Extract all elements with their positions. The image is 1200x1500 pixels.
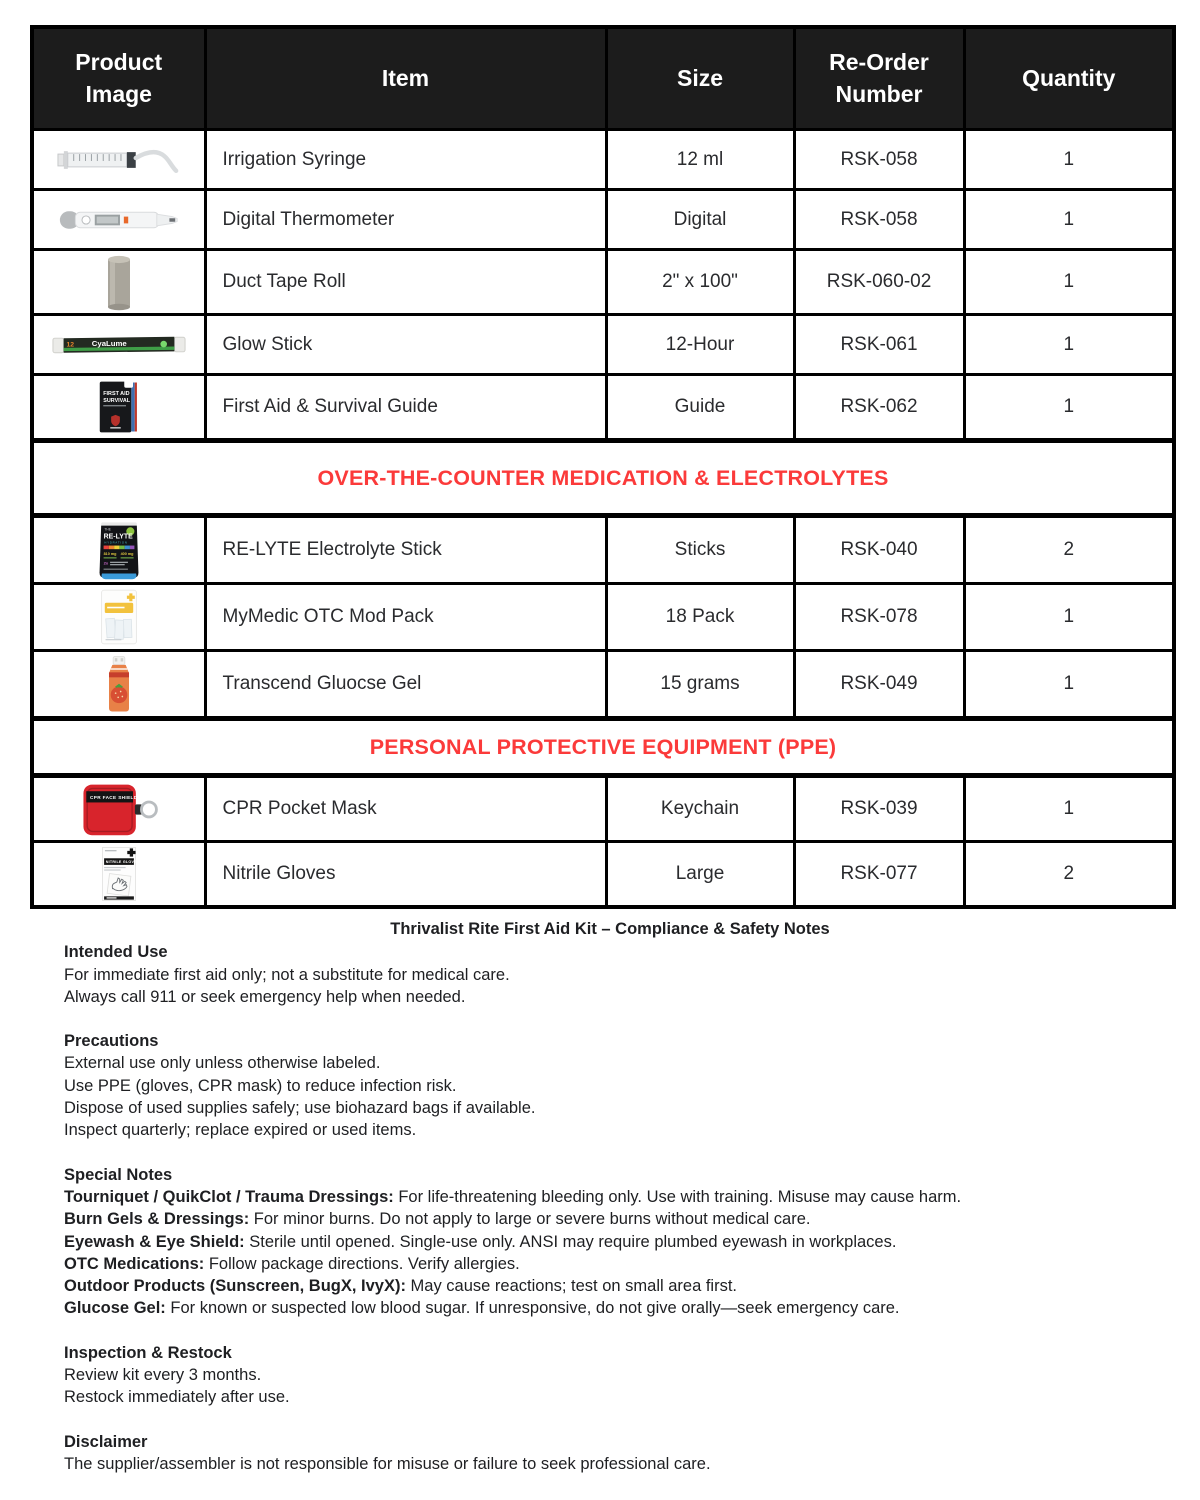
- item-name: Transcend Gluocse Gel: [205, 651, 606, 719]
- table-row: [32, 250, 1174, 315]
- item-name: Digital Thermometer: [205, 190, 606, 250]
- table-row: [32, 375, 1174, 441]
- note-heading-disclaimer: Disclaimer: [64, 1432, 148, 1451]
- duct-tape-roll-image: [99, 273, 139, 290]
- item-name: MyMedic OTC Mod Pack: [205, 584, 606, 651]
- item-size: 2" x 100": [606, 250, 794, 315]
- item-reorder: RSK-039: [794, 776, 964, 842]
- svg-text:CPR FACE SHIELD: CPR FACE SHIELD: [89, 795, 138, 801]
- section-header-otc: OVER-THE-COUNTER MEDICATION & ELECTROLYTES: [32, 441, 1174, 516]
- header-product-image: Product Image: [32, 27, 205, 130]
- note-line: Always call 911 or seek emergency help when needed.: [64, 987, 466, 1006]
- note-line: The supplier/assembler is not responsible for misuse or failure to seek professional care.: [64, 1454, 711, 1473]
- table-row: [32, 584, 1174, 651]
- svg-text:RE-LYTE: RE-LYTE: [103, 533, 133, 541]
- item-size: Guide: [606, 375, 794, 441]
- item-qty: 1: [964, 190, 1174, 250]
- svg-text:810 mg: 810 mg: [103, 551, 117, 556]
- note-heading-special-notes: Special Notes: [64, 1165, 173, 1184]
- notes-title: Thrivalist Rite First Aid Kit – Compliance & Safety Notes: [390, 920, 830, 938]
- item-reorder: RSK-077: [794, 842, 964, 908]
- note-line: Glucose Gel: For known or suspected low blood sugar. If unresponsive, do not give orally—seek emergency care.: [64, 1299, 900, 1318]
- note-line: Eyewash & Eye Shield: Sterile until opened. Single-use only. ANSI may require plumbed eyewash in workplaces.: [64, 1232, 897, 1251]
- item-reorder: RSK-049: [794, 651, 964, 719]
- item-qty: 1: [964, 651, 1174, 719]
- svg-text:CyaLume: CyaLume: [91, 338, 127, 348]
- section-row-ppe: [32, 719, 1174, 776]
- item-qty: 2: [964, 516, 1174, 584]
- item-name: CPR Pocket Mask: [205, 776, 606, 842]
- note-line: Outdoor Products (Sunscreen, BugX, IvyX): May cause reactions; test on small area first.: [64, 1277, 738, 1296]
- item-qty: 1: [964, 776, 1174, 842]
- table-header-row: [32, 27, 1174, 130]
- item-qty: 1: [964, 130, 1174, 190]
- item-reorder: RSK-040: [794, 516, 964, 584]
- note-heading-precautions: Precautions: [64, 1032, 159, 1051]
- note-line: Dispose of used supplies safely; use biohazard bags if available.: [64, 1099, 536, 1118]
- header-item: Item: [205, 27, 606, 130]
- item-size: Keychain: [606, 776, 794, 842]
- note-heading-inspection-restock: Inspection & Restock: [64, 1343, 232, 1362]
- header-size: Size: [606, 27, 794, 130]
- svg-text:HYDRATION: HYDRATION: [104, 541, 128, 545]
- table-row: [32, 190, 1174, 250]
- table-row: [32, 651, 1174, 719]
- relyte-electrolyte-stick-image: [95, 527, 143, 566]
- item-qty: 1: [964, 250, 1174, 315]
- svg-text:400 mg: 400 mg: [120, 551, 134, 556]
- table-row: [32, 842, 1174, 908]
- nitrile-gloves-image: [95, 860, 143, 882]
- item-size: 18 Pack: [606, 584, 794, 651]
- item-size: Digital: [606, 190, 794, 250]
- item-qty: 1: [964, 584, 1174, 651]
- header-reorder-number: Re-Order Number: [794, 27, 964, 130]
- item-name: Glow Stick: [205, 315, 606, 375]
- item-reorder: RSK-058: [794, 130, 964, 190]
- item-name: Duct Tape Roll: [205, 250, 606, 315]
- section-row-otc: [32, 441, 1174, 516]
- svg-text:12: 12: [66, 340, 74, 348]
- note-line: External use only unless otherwise labeled.: [64, 1054, 381, 1073]
- glow-stick-image: [51, 336, 187, 353]
- item-reorder: RSK-058: [794, 190, 964, 250]
- note-heading-intended-use: Intended Use: [64, 943, 168, 962]
- note-line: Use PPE (gloves, CPR mask) to reduce infection risk.: [64, 1076, 457, 1095]
- item-size: 12-Hour: [606, 315, 794, 375]
- svg-text:NITRILE GLOVES: NITRILE GLOVES: [105, 860, 140, 865]
- item-name: Nitrile Gloves: [205, 842, 606, 908]
- table-row: [32, 315, 1174, 375]
- svg-text:2x: 2x: [103, 560, 108, 566]
- item-name: Irrigation Syringe: [205, 130, 606, 190]
- table-row: [32, 130, 1174, 190]
- cpr-pocket-mask-image: [78, 795, 160, 817]
- note-line: Tourniquet / QuikClot / Trauma Dressings: For life-threatening bleeding only. Use with training. Misuse may cause harm.: [64, 1187, 962, 1206]
- item-qty: 1: [964, 375, 1174, 441]
- mymedic-otc-mod-pack-image: [94, 608, 144, 625]
- item-size: 12 ml: [606, 130, 794, 190]
- note-line: Review kit every 3 months.: [64, 1366, 262, 1385]
- transcend-glucose-gel-image: [102, 675, 136, 692]
- item-reorder: RSK-062: [794, 375, 964, 441]
- note-line: Restock immediately after use.: [64, 1388, 290, 1407]
- notes-section-intended-use: [64, 941, 1156, 1008]
- svg-text:SURVIVAL: SURVIVAL: [103, 397, 130, 404]
- irrigation-syringe-image: [55, 151, 183, 168]
- digital-thermometer-image: [56, 211, 182, 228]
- item-reorder: RSK-061: [794, 315, 964, 375]
- item-qty: 1: [964, 315, 1174, 375]
- note-line: Inspect quarterly; replace expired or used items.: [64, 1121, 417, 1140]
- table-row: [32, 516, 1174, 584]
- item-name: First Aid & Survival Guide: [205, 375, 606, 441]
- svg-text:FIRST AID: FIRST AID: [103, 390, 130, 397]
- item-size: Sticks: [606, 516, 794, 584]
- note-line: For immediate first aid only; not a substitute for medical care.: [64, 965, 510, 984]
- item-reorder: RSK-060-02: [794, 250, 964, 315]
- first-aid-survival-guide-image: [91, 390, 147, 415]
- section-header-ppe: PERSONAL PROTECTIVE EQUIPMENT (PPE): [32, 719, 1174, 776]
- first-aid-kit-table: [30, 25, 1176, 909]
- item-name: RE-LYTE Electrolyte Stick: [205, 516, 606, 584]
- notes-section-precautions: [64, 1030, 1156, 1141]
- item-reorder: RSK-078: [794, 584, 964, 651]
- notes-section-special-notes: [64, 1164, 1156, 1320]
- note-line: Burn Gels & Dressings: For minor burns. Do not apply to large or severe burns without medical care.: [64, 1210, 811, 1229]
- notes-section-inspection-restock: [64, 1342, 1156, 1409]
- note-line: OTC Medications: Follow package directions. Verify allergies.: [64, 1254, 520, 1273]
- item-size: 15 grams: [606, 651, 794, 719]
- item-qty: 2: [964, 842, 1174, 908]
- item-size: Large: [606, 842, 794, 908]
- notes-section-disclaimer: [64, 1431, 1156, 1476]
- header-quantity: Quantity: [964, 27, 1174, 130]
- compliance-notes: [64, 918, 1156, 1475]
- svg-text:THE: THE: [104, 527, 111, 532]
- table-row: [32, 776, 1174, 842]
